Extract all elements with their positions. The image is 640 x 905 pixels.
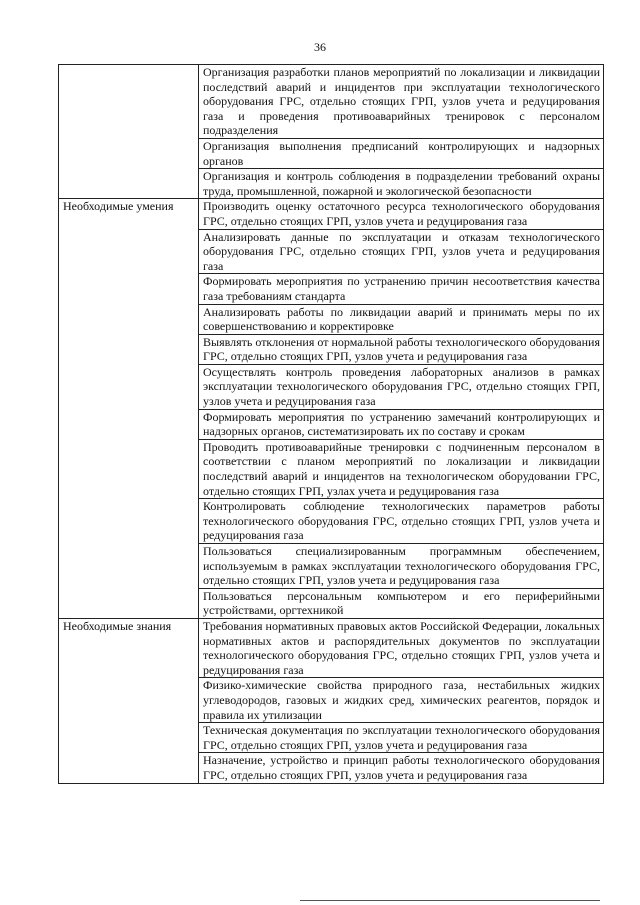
table-cell: Пользоваться специализированным программным обеспечением, используемым в рамках эксплуатации технологического оборудования ГРС, отдельно стоящих ГРП, узлов учета и редуцирования газа: [199, 544, 604, 589]
table-cell: Организация разработки планов мероприятий по локализации и ликвидации последствий аварий и инцидентов при эксплуатации технологического оборудования ГРС, отдельно стоящих ГРП, узлов учета и редуцирования газа и проведения противоаварийных тренировок с персоналом подразделения: [199, 65, 604, 139]
table-cell: Производить оценку остаточного ресурса технологического оборудования ГРС, отдельно стоящих ГРП, узлов учета и редуцирования газа: [199, 199, 604, 229]
table-cell: Формировать мероприятия по устранению замечаний контролирующих и надзорных органов, систематизировать их по составу и срокам: [199, 409, 604, 439]
table-cell: Выявлять отклонения от нормальной работы технологического оборудования ГРС, отдельно стоящих ГРП, узлов учета и редуцирования газа: [199, 334, 604, 364]
table-cell: Организация и контроль соблюдения в подразделении требований охраны труда, промышленной, пожарной и экологической безопасности: [199, 169, 604, 199]
table-cell: Анализировать работы по ликвидации аварий и принимать меры по их совершенствованию и корректировке: [199, 304, 604, 334]
table-cell: Организация выполнения предписаний контролирующих и надзорных органов: [199, 138, 604, 168]
table-cell: Проводить противоаварийные тренировки с подчиненным персоналом в соответствии с планом мероприятий по локализации и ликвидации последствий аварий и инцидентов на технологическом оборудовании ГРС, отдельно стоящих ГРП, узлах учета и редуцирования газа: [199, 439, 604, 498]
table-row: [59, 199, 604, 229]
table-cell: Техническая документация по эксплуатации технологического оборудования ГРС, отдельно стоящих ГРП, узлов учета и редуцирования газа: [199, 723, 604, 753]
page-bottom-rule: [300, 900, 600, 901]
table-cell: Пользоваться персональным компьютером и его периферийными устройствами, оргтехникой: [199, 588, 604, 618]
requirements-table: [58, 64, 604, 784]
table-row: [59, 618, 604, 677]
table-cell: Осуществлять контроль проведения лабораторных анализов в рамках эксплуатации технологического оборудования ГРС, отдельно стоящих ГРП, узлов учета и редуцирования газа: [199, 364, 604, 409]
table-cell: Формировать мероприятия по устранению причин несоответствия качества газа требованиям стандарта: [199, 274, 604, 304]
table-cell: Физико-химические свойства природного газа, нестабильных жидких углеводородов, газовых и жидких сред, химических реагентов, порядок и правила их утилизации: [199, 678, 604, 723]
section-label-knowledge: Необходимые знания: [59, 618, 199, 783]
table-row: [59, 65, 604, 139]
page-number: 36: [314, 40, 326, 54]
section-label-cell: [59, 65, 199, 199]
table-cell: Контролировать соблюдение технологических параметров работы технологического оборудования ГРС, отдельно стоящих ГРП, узлов учета и редуцирования газа: [199, 499, 604, 544]
table-cell: Назначение, устройство и принцип работы технологического оборудования ГРС, отдельно стоящих ГРП, узлов учета и редуцирования газа: [199, 753, 604, 783]
table-cell: Анализировать данные по эксплуатации и отказам технологического оборудования ГРС, отдельно стоящих ГРП, узлов учета и редуцирования газа: [199, 229, 604, 274]
section-label-skills: Необходимые умения: [59, 199, 199, 619]
table-cell: Требования нормативных правовых актов Российской Федерации, локальных нормативных актов и распорядительных документов по эксплуатации технологического оборудования ГРС, отдельно стоящих ГРП, узлов учета и редуцирования газа: [199, 618, 604, 677]
